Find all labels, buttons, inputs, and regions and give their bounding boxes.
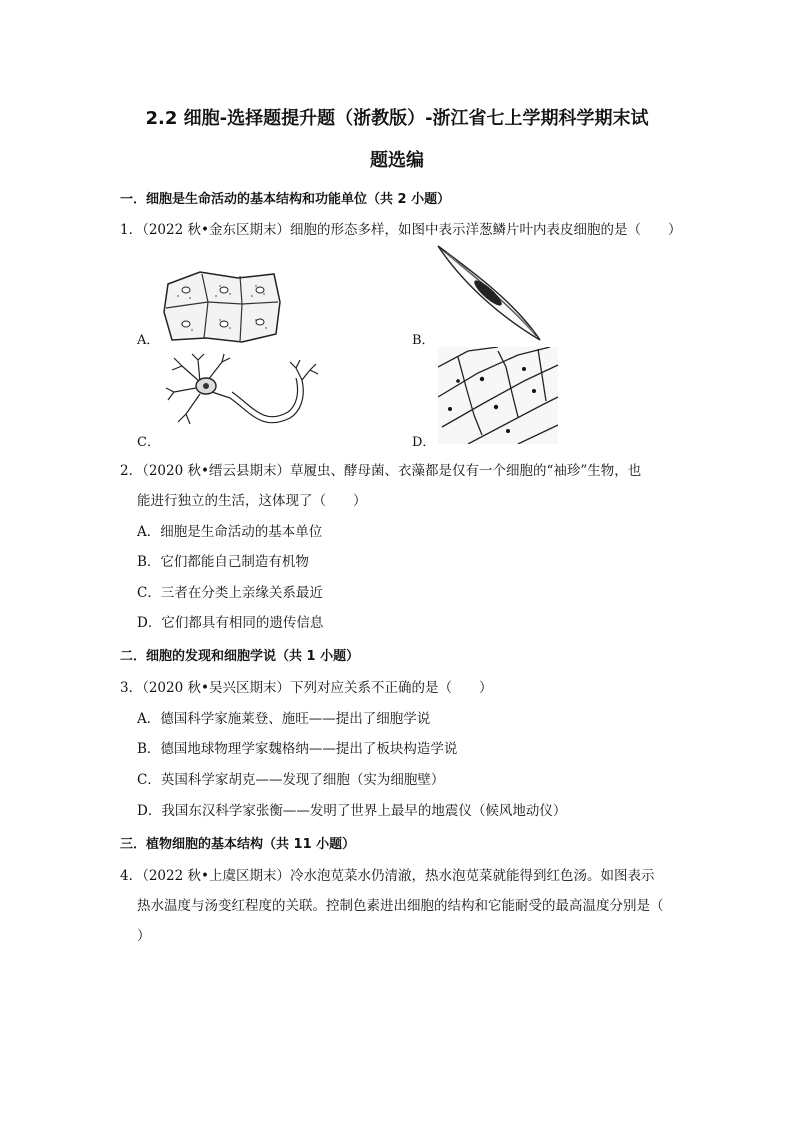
- q2-stem-line2: 能进行独立的生活，这体现了（ ）: [137, 493, 367, 509]
- q3-stem: 3．（2020 秋•吴兴区期末）下列对应关系不正确的是（ ）: [120, 680, 493, 696]
- section-heading-2: 二．细胞的发现和细胞学说（共 1 小题）: [120, 649, 360, 664]
- q1-label-d: D．: [412, 435, 436, 450]
- figure-b-muscle-cell: [436, 244, 542, 342]
- q3-option-c: C．英国科学家胡克——发现了细胞（实为细胞壁）: [137, 772, 445, 788]
- q1-label-c: C．: [137, 435, 160, 450]
- q3-option-d: D．我国东汉科学家张衡——发明了世界上最早的地震仪（候风地动仪）: [137, 803, 567, 819]
- q4-stem-line1: 4．（2022 秋•上虞区期末）冷水泡苋菜水仍清澈，热水泡苋菜就能得到红色汤。如图表示: [120, 868, 655, 884]
- q4-stem-line2: 热水温度与汤变红程度的关联。控制色素进出细胞的结构和它能耐受的最高温度分别是（: [137, 898, 664, 914]
- q2-option-d: D．它们都具有相同的遗传信息: [137, 615, 324, 631]
- figure-d-onion-epidermis: [438, 347, 558, 444]
- q1-label-a: A．: [137, 333, 160, 348]
- q2-option-b: B．它们都能自己制造有机物: [137, 554, 309, 570]
- q3-option-a: A．德国科学家施莱登、施旺——提出了细胞学说: [137, 711, 431, 727]
- section-heading-3: 三．植物细胞的基本结构（共 11 小题）: [120, 837, 356, 852]
- doc-title-line2: 题选编: [370, 150, 424, 171]
- figure-c-neuron: [160, 352, 320, 440]
- q3-option-b: B．德国地球物理学家魏格纳——提出了板块构造学说: [137, 741, 458, 757]
- q2-stem-line1: 2．（2020 秋•缙云县期末）草履虫、酵母菌、衣藻都是仅有一个细胞的“袖珍”生物，也: [120, 463, 642, 479]
- q2-option-a: A．细胞是生命活动的基本单位: [137, 524, 323, 540]
- q1-label-b: B．: [412, 333, 435, 348]
- q1-stem: 1．（2022 秋•金东区期末）细胞的形态多样，如图中表示洋葱鳞片叶内表皮细胞的是（ ）: [120, 222, 682, 238]
- doc-title-line1: 2.2 细胞-选择题提升题（浙教版）-浙江省七上学期科学期末试: [145, 108, 649, 129]
- q4-stem-line3: ）: [137, 928, 151, 944]
- section-heading-1: 一．细胞是生命活动的基本结构和功能单位（共 2 小题）: [120, 192, 451, 207]
- q2-option-c: C．三者在分类上亲缘关系最近: [137, 585, 323, 601]
- figure-a-epithelial-cells: [160, 268, 285, 346]
